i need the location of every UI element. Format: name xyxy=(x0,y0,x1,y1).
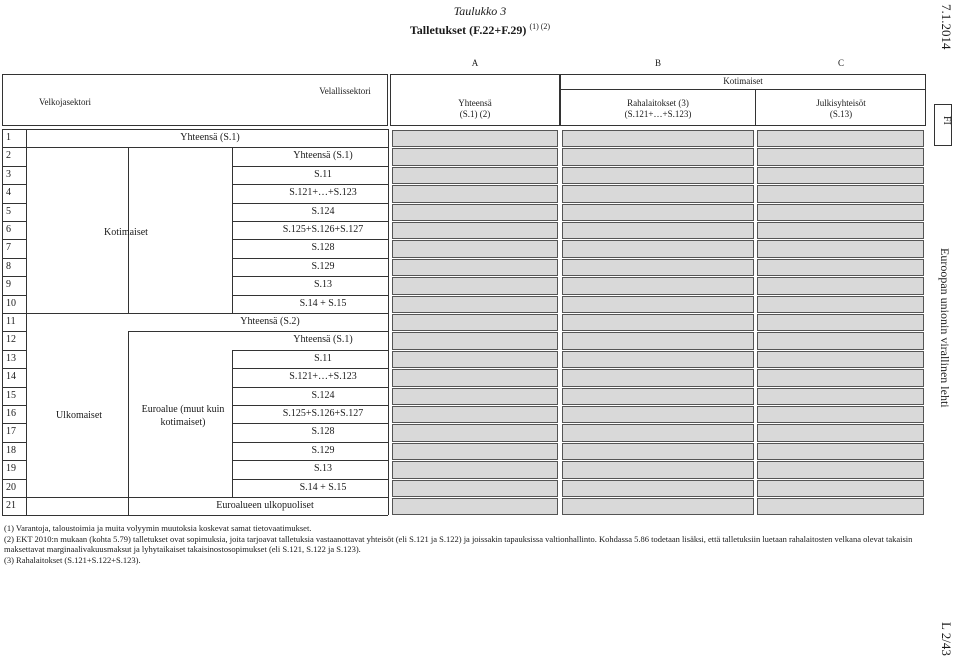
row-number: 2 xyxy=(6,150,11,162)
footnote-1: (1) Varantoja, taloustoimia ja muita volyymin muutoksia koskevat samat tietovaatimukset. xyxy=(4,523,312,533)
data-cell xyxy=(392,240,558,257)
data-cell xyxy=(562,406,754,423)
row-label: S.129 xyxy=(311,260,335,272)
data-cell xyxy=(392,406,558,423)
data-cell xyxy=(562,332,754,349)
data-cell xyxy=(392,148,558,165)
data-cell xyxy=(757,461,924,478)
data-cell xyxy=(757,240,924,257)
group-ulkomaiset: Ulkomaiset xyxy=(55,410,103,421)
row-label: S.124 xyxy=(311,205,335,217)
footnotes xyxy=(4,523,924,565)
data-cell xyxy=(757,480,924,497)
row-num-separator xyxy=(2,423,26,424)
row-number: 11 xyxy=(6,316,16,327)
side-date: 7.1.2014 xyxy=(939,4,954,50)
row-separator xyxy=(232,387,388,388)
data-cell xyxy=(757,167,924,184)
row-label: S.13 xyxy=(313,463,333,475)
data-cell xyxy=(562,240,754,257)
data-cell xyxy=(757,185,924,202)
row-label: S.125+S.126+S.127 xyxy=(282,408,364,419)
row-separator xyxy=(2,147,388,148)
side-page: L 2/43 xyxy=(939,622,954,656)
data-cell xyxy=(392,277,558,294)
row-num-separator xyxy=(2,166,26,167)
row-num-separator xyxy=(2,129,26,130)
row-number: 21 xyxy=(6,500,16,511)
group-kotimaiset: Kotimaiset xyxy=(104,227,148,238)
footnote-2: (2) EKT 2010:n mukaan (kohta 5.79) talletukset ovat sopimuksia, joita tarjoavat talletuksia vastaanottavat yhteisöt (eli S.121 ja S.122) ja joissakin tapauksissa valtionhallinto. Kohdassa 5.86 todetaan lisäksi, että talletuksiin luetaan rahalaitosten velkana olevat takaisin maksettavat marginaalivakuusmaksut ja lyhytaikaiset takaisinostosopimukset (eli S.121, S.122 ja S.123). xyxy=(4,533,913,554)
data-cell xyxy=(392,480,558,497)
kotimaiset-label: Kotimaiset xyxy=(723,76,763,86)
row-num-separator xyxy=(2,497,26,498)
data-cell xyxy=(562,351,754,368)
column-line xyxy=(128,497,129,515)
row-separator xyxy=(232,405,388,406)
data-cell xyxy=(757,351,924,368)
column-line xyxy=(26,129,27,515)
data-cell xyxy=(392,222,558,239)
row-label: S.13 xyxy=(313,279,333,291)
data-cell xyxy=(562,148,754,165)
data-cell xyxy=(757,498,924,515)
row-separator xyxy=(2,129,388,130)
data-cell xyxy=(562,461,754,478)
row-label: S.11 xyxy=(314,352,332,364)
row-label: S.11 xyxy=(314,168,332,180)
data-cell xyxy=(757,314,924,331)
row-separator xyxy=(232,442,388,443)
col-a-label: Yhteensä xyxy=(458,98,492,108)
data-cell xyxy=(562,424,754,441)
data-cell xyxy=(562,369,754,386)
row-number: 16 xyxy=(6,408,16,419)
row-number: 10 xyxy=(6,297,16,309)
row-separator xyxy=(232,184,388,185)
data-cell xyxy=(757,204,924,221)
data-cell xyxy=(757,296,924,313)
row-number: 3 xyxy=(6,168,11,180)
data-cell xyxy=(562,388,754,405)
footnote-3: (3) Rahalaitokset (S.121+S.122+S.123). xyxy=(4,554,141,565)
table-label: Taulukko 3 xyxy=(453,4,507,18)
row-separator xyxy=(232,221,388,222)
table-title-notes: (1) (2) xyxy=(529,22,551,31)
data-cell xyxy=(757,369,924,386)
data-cell xyxy=(392,204,558,221)
col-b-label: Rahalaitokset (3) xyxy=(627,98,689,108)
row-num-separator xyxy=(2,479,26,480)
data-cell xyxy=(562,259,754,276)
data-cell xyxy=(757,332,924,349)
row-separator xyxy=(232,460,388,461)
row-label: S.129 xyxy=(311,444,335,456)
row-separator xyxy=(232,368,388,369)
data-cell xyxy=(392,259,558,276)
data-cell xyxy=(757,222,924,239)
data-cell xyxy=(757,406,924,423)
data-cell xyxy=(562,480,754,497)
row-separator xyxy=(232,239,388,240)
data-cell xyxy=(562,277,754,294)
data-cell xyxy=(392,424,558,441)
side-lang: FI xyxy=(941,116,952,125)
row-number: 1 xyxy=(6,132,11,143)
row-number: 14 xyxy=(6,371,16,383)
data-cell xyxy=(392,296,558,313)
row-label: S.125+S.126+S.127 xyxy=(282,224,364,235)
row-separator xyxy=(232,276,388,277)
data-cell xyxy=(392,369,558,386)
data-cell xyxy=(757,259,924,276)
debtor-sector: Velallissektori xyxy=(319,86,371,96)
row-label: Yhteensä (S.2) xyxy=(240,316,300,327)
row-num-separator xyxy=(2,368,26,369)
creditor-sector: Velkojasektori xyxy=(39,97,91,107)
row-num-separator xyxy=(2,276,26,277)
row-separator xyxy=(2,497,388,498)
column-line xyxy=(2,129,3,515)
data-cell xyxy=(562,296,754,313)
row-num-separator xyxy=(2,147,26,148)
row-num-separator xyxy=(2,295,26,296)
row-label: S.121+…+S.123 xyxy=(289,187,357,199)
data-cell xyxy=(392,461,558,478)
column-line xyxy=(232,147,233,313)
col-a-sub: (S.1) (2) xyxy=(459,109,491,119)
row-number: 6 xyxy=(6,224,11,235)
column-line xyxy=(388,129,389,515)
row-number: 4 xyxy=(6,187,11,199)
row-number: 9 xyxy=(6,279,11,291)
row-num-separator xyxy=(2,239,26,240)
row-number: 5 xyxy=(6,205,11,217)
data-cell xyxy=(562,314,754,331)
row-num-separator xyxy=(2,313,26,314)
col-c-letter: C xyxy=(837,58,844,68)
row-separator xyxy=(2,313,388,314)
row-number: 18 xyxy=(6,444,16,456)
row-label: Euroalueen ulkopuoliset xyxy=(216,500,314,511)
row-label: Yhteensä (S.1) xyxy=(293,150,353,162)
row-label: S.128 xyxy=(311,242,335,254)
data-cell xyxy=(392,498,558,515)
row-num-separator xyxy=(2,258,26,259)
data-cell xyxy=(562,130,754,147)
row-number: 13 xyxy=(6,352,16,364)
row-num-separator xyxy=(2,442,26,443)
row-num-separator xyxy=(2,387,26,388)
col-b-sub: (S.121+…+S.123) xyxy=(624,109,692,119)
row-label: S.121+…+S.123 xyxy=(289,371,357,383)
row-number: 8 xyxy=(6,260,11,272)
row-separator xyxy=(232,258,388,259)
row-label: Yhteensä (S.1) xyxy=(293,334,353,346)
row-separator xyxy=(232,166,388,167)
data-cell xyxy=(392,388,558,405)
table-title xyxy=(350,22,610,38)
table-title-text: Talletukset (F.22+F.29) xyxy=(409,23,527,37)
row-num-separator xyxy=(2,350,26,351)
row-separator xyxy=(232,295,388,296)
row-num-separator xyxy=(2,331,26,332)
row-num-separator xyxy=(2,203,26,204)
side-journal: Euroopan unionin virallinen lehti xyxy=(938,248,952,408)
row-label: Yhteensä (S.1) xyxy=(180,132,240,143)
row-label: S.128 xyxy=(311,426,335,438)
data-cell xyxy=(392,130,558,147)
row-num-separator xyxy=(2,221,26,222)
data-cell xyxy=(392,443,558,460)
data-cell xyxy=(562,222,754,239)
data-cell xyxy=(562,498,754,515)
row-number: 7 xyxy=(6,242,11,254)
data-cell xyxy=(757,148,924,165)
data-cell xyxy=(757,388,924,405)
data-cell xyxy=(757,130,924,147)
data-cell xyxy=(562,167,754,184)
row-number: 17 xyxy=(6,426,16,438)
data-cell xyxy=(392,314,558,331)
row-label: S.124 xyxy=(311,389,335,401)
row-num-separator xyxy=(2,184,26,185)
data-cell xyxy=(392,167,558,184)
row-separator xyxy=(232,479,388,480)
row-number: 15 xyxy=(6,389,16,401)
row-num-separator xyxy=(2,460,26,461)
data-cell xyxy=(562,443,754,460)
data-cell xyxy=(392,332,558,349)
col-c-label: Julkisyhteisöt xyxy=(816,98,866,108)
row-number: 20 xyxy=(6,481,16,493)
row-separator xyxy=(232,350,388,351)
data-cell xyxy=(757,443,924,460)
data-cell xyxy=(392,185,558,202)
group-euroalue: Euroalue (muut kuin kotimaiset) xyxy=(141,404,225,428)
table-bottom xyxy=(2,515,388,516)
col-a-letter: A xyxy=(471,58,479,68)
row-number: 12 xyxy=(6,334,16,346)
row-separator xyxy=(232,423,388,424)
row-label: S.14 + S.15 xyxy=(299,481,347,493)
row-number: 19 xyxy=(6,463,16,475)
data-cell xyxy=(562,185,754,202)
col-c-sub: (S.13) xyxy=(829,109,853,119)
row-separator xyxy=(232,203,388,204)
data-cell xyxy=(562,204,754,221)
data-cell xyxy=(392,351,558,368)
side-lang-box xyxy=(934,104,952,146)
col-b-letter: B xyxy=(654,58,661,68)
data-cell xyxy=(757,277,924,294)
data-cell xyxy=(757,424,924,441)
row-label: S.14 + S.15 xyxy=(299,297,347,309)
row-num-separator xyxy=(2,405,26,406)
row-separator xyxy=(128,331,388,332)
